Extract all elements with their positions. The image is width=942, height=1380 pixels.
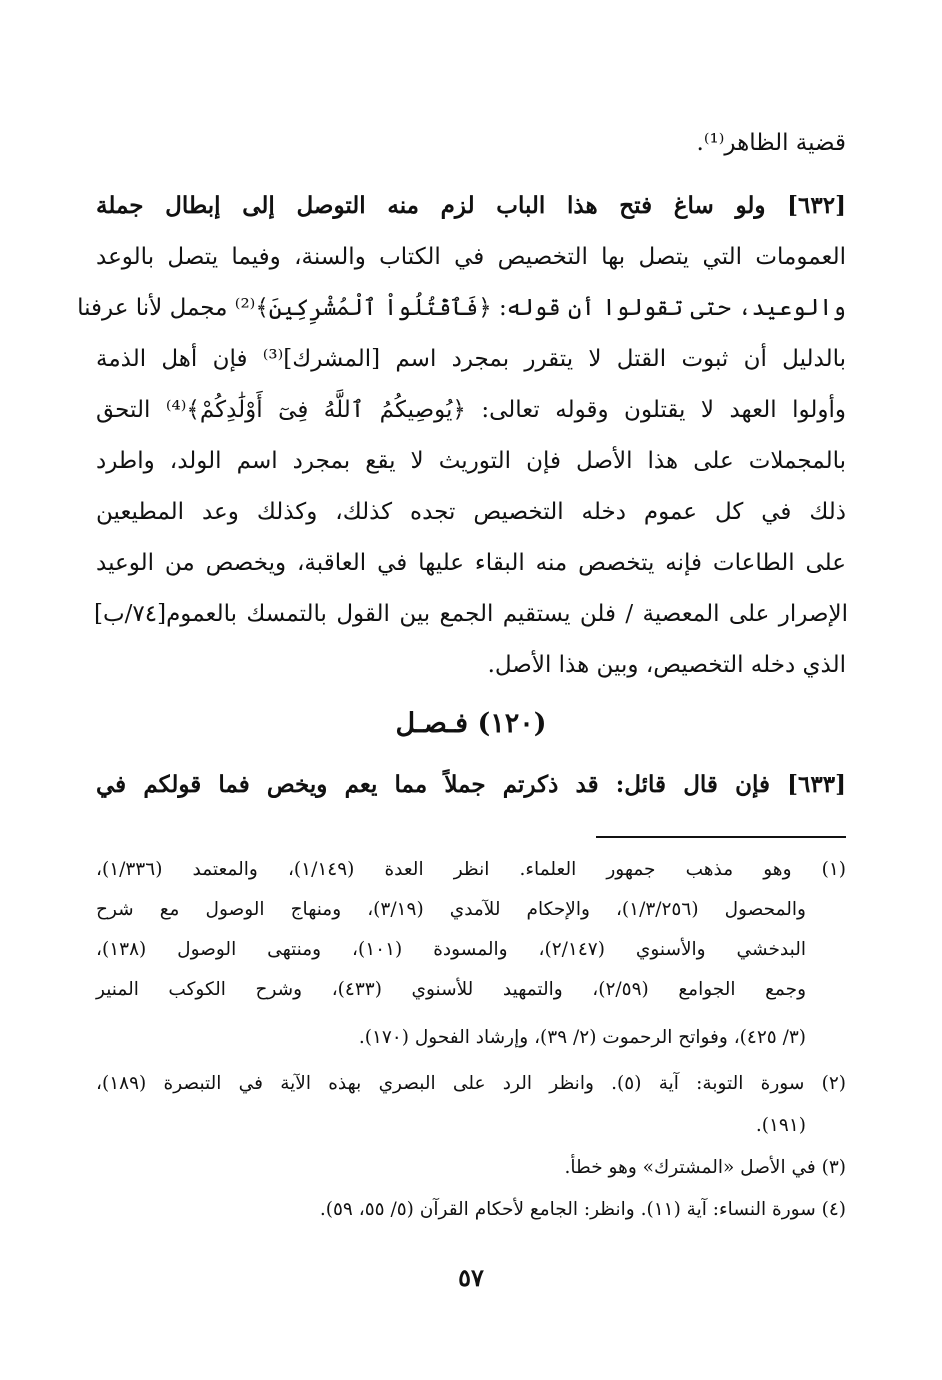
- footnote-line-1: (١) وهو مذهب جمهور العلماء. انظر العدة (١/١٤٩)، والمعتمد (١/٣٣٦)،: [96, 859, 846, 880]
- body-line-10: الإصرار على المعصية / فلن يستقيم الجمع بين القول بالتمسك بالعموم[٧٤/ب]: [94, 601, 848, 627]
- body-line-4: والوعيد، حتى تقولوا أن قوله: ﴿فَٱقْتُلُواْ ٱلْمُشْرِكِينَ﴾⁽²⁾ مجمل لأنا عرفنا: [77, 295, 846, 321]
- body-line-2: [٦٣٢] ولو ساغ فتح هذا الباب لزم منه التوصل إلى إبطال جملة: [96, 192, 846, 219]
- footnote-line-6: (٢) سورة التوبة: آية (٥). وانظر الرد على البصري بهذه الآية في التبصرة (١٨٩)،: [96, 1073, 846, 1094]
- footnote-line-5: (٣/ ٤٢٥)، وفواتح الرحموت (٢/ ٣٩)، وإرشاد الفحول (١٧٠).: [358, 1027, 806, 1048]
- footnote-line-8: (٣) في الأصل «المشترك» وهو خطأ.: [564, 1157, 846, 1178]
- footnote-line-7: (١٩١).: [755, 1115, 806, 1136]
- footnote-divider: [596, 836, 846, 838]
- footnote-line-2: والمحصول (١/٣/٢٥٦)، والإحكام للآمدي (٣/١٩)، ومنهاج الوصول مع شرح: [96, 899, 806, 920]
- footnote-line-4: وجمع الجوامع (٢/٥٩)، والتمهيد للأسنوي (٤٣٣)، وشرح الكوكب المنير: [96, 979, 806, 1000]
- body-line-5: بالدليل أن ثبوت القتل لا يتقرر بمجرد اسم [المشرك]⁽³⁾ فإن أهل الذمة: [96, 346, 847, 372]
- body-line-11: الذي دخله التخصيص، وبين هذا الأصل.: [487, 652, 846, 678]
- body-line-3: العمومات التي يتصل بها التخصيص في الكتاب والسنة، وفيما يتصل بالوعد: [96, 244, 846, 270]
- footnote-line-3: البدخشي والأسنوي (٢/١٤٧)، والمسودة (١٠١)، ومنتهى الوصول (١٣٨)،: [96, 939, 806, 960]
- body-line-6: وأولوا العهد لا يقتلون وقوله تعالى: ﴿يُوصِيكُمُ ٱللَّهُ فِىٓ أَوْلَٰدِكُمْ﴾⁽⁴⁾ التحق: [96, 397, 846, 423]
- body-line-1: قضية الظاهر⁽¹⁾.: [696, 130, 846, 156]
- section-heading: (١٢٠) فـصـل: [395, 708, 547, 739]
- body-line-8: ذلك في كل عموم دخله التخصيص تجده كذلك، وكذلك وعد المطيعين: [96, 499, 846, 525]
- body-line-after-heading: [٦٣٣] فإن قال قائل: قد ذكرتم جملاً مما يعم ويخص فما قولكم في: [96, 771, 846, 798]
- page-number: ٥٧: [458, 1263, 484, 1292]
- footnote-line-9: (٤) سورة النساء: آية (١١). وانظر: الجامع لأحكام القرآن (٥/ ٥٥، ٥٩).: [319, 1199, 846, 1220]
- body-line-7: بالمجملات على هذا الأصل فإن التوريث لا يقع بمجرد اسم الولد، واطرد: [96, 448, 846, 474]
- body-line-9: على الطاعات فإنه يتخصص منه البقاء عليها في العاقبة، ويخصص من الوعيد: [96, 550, 846, 576]
